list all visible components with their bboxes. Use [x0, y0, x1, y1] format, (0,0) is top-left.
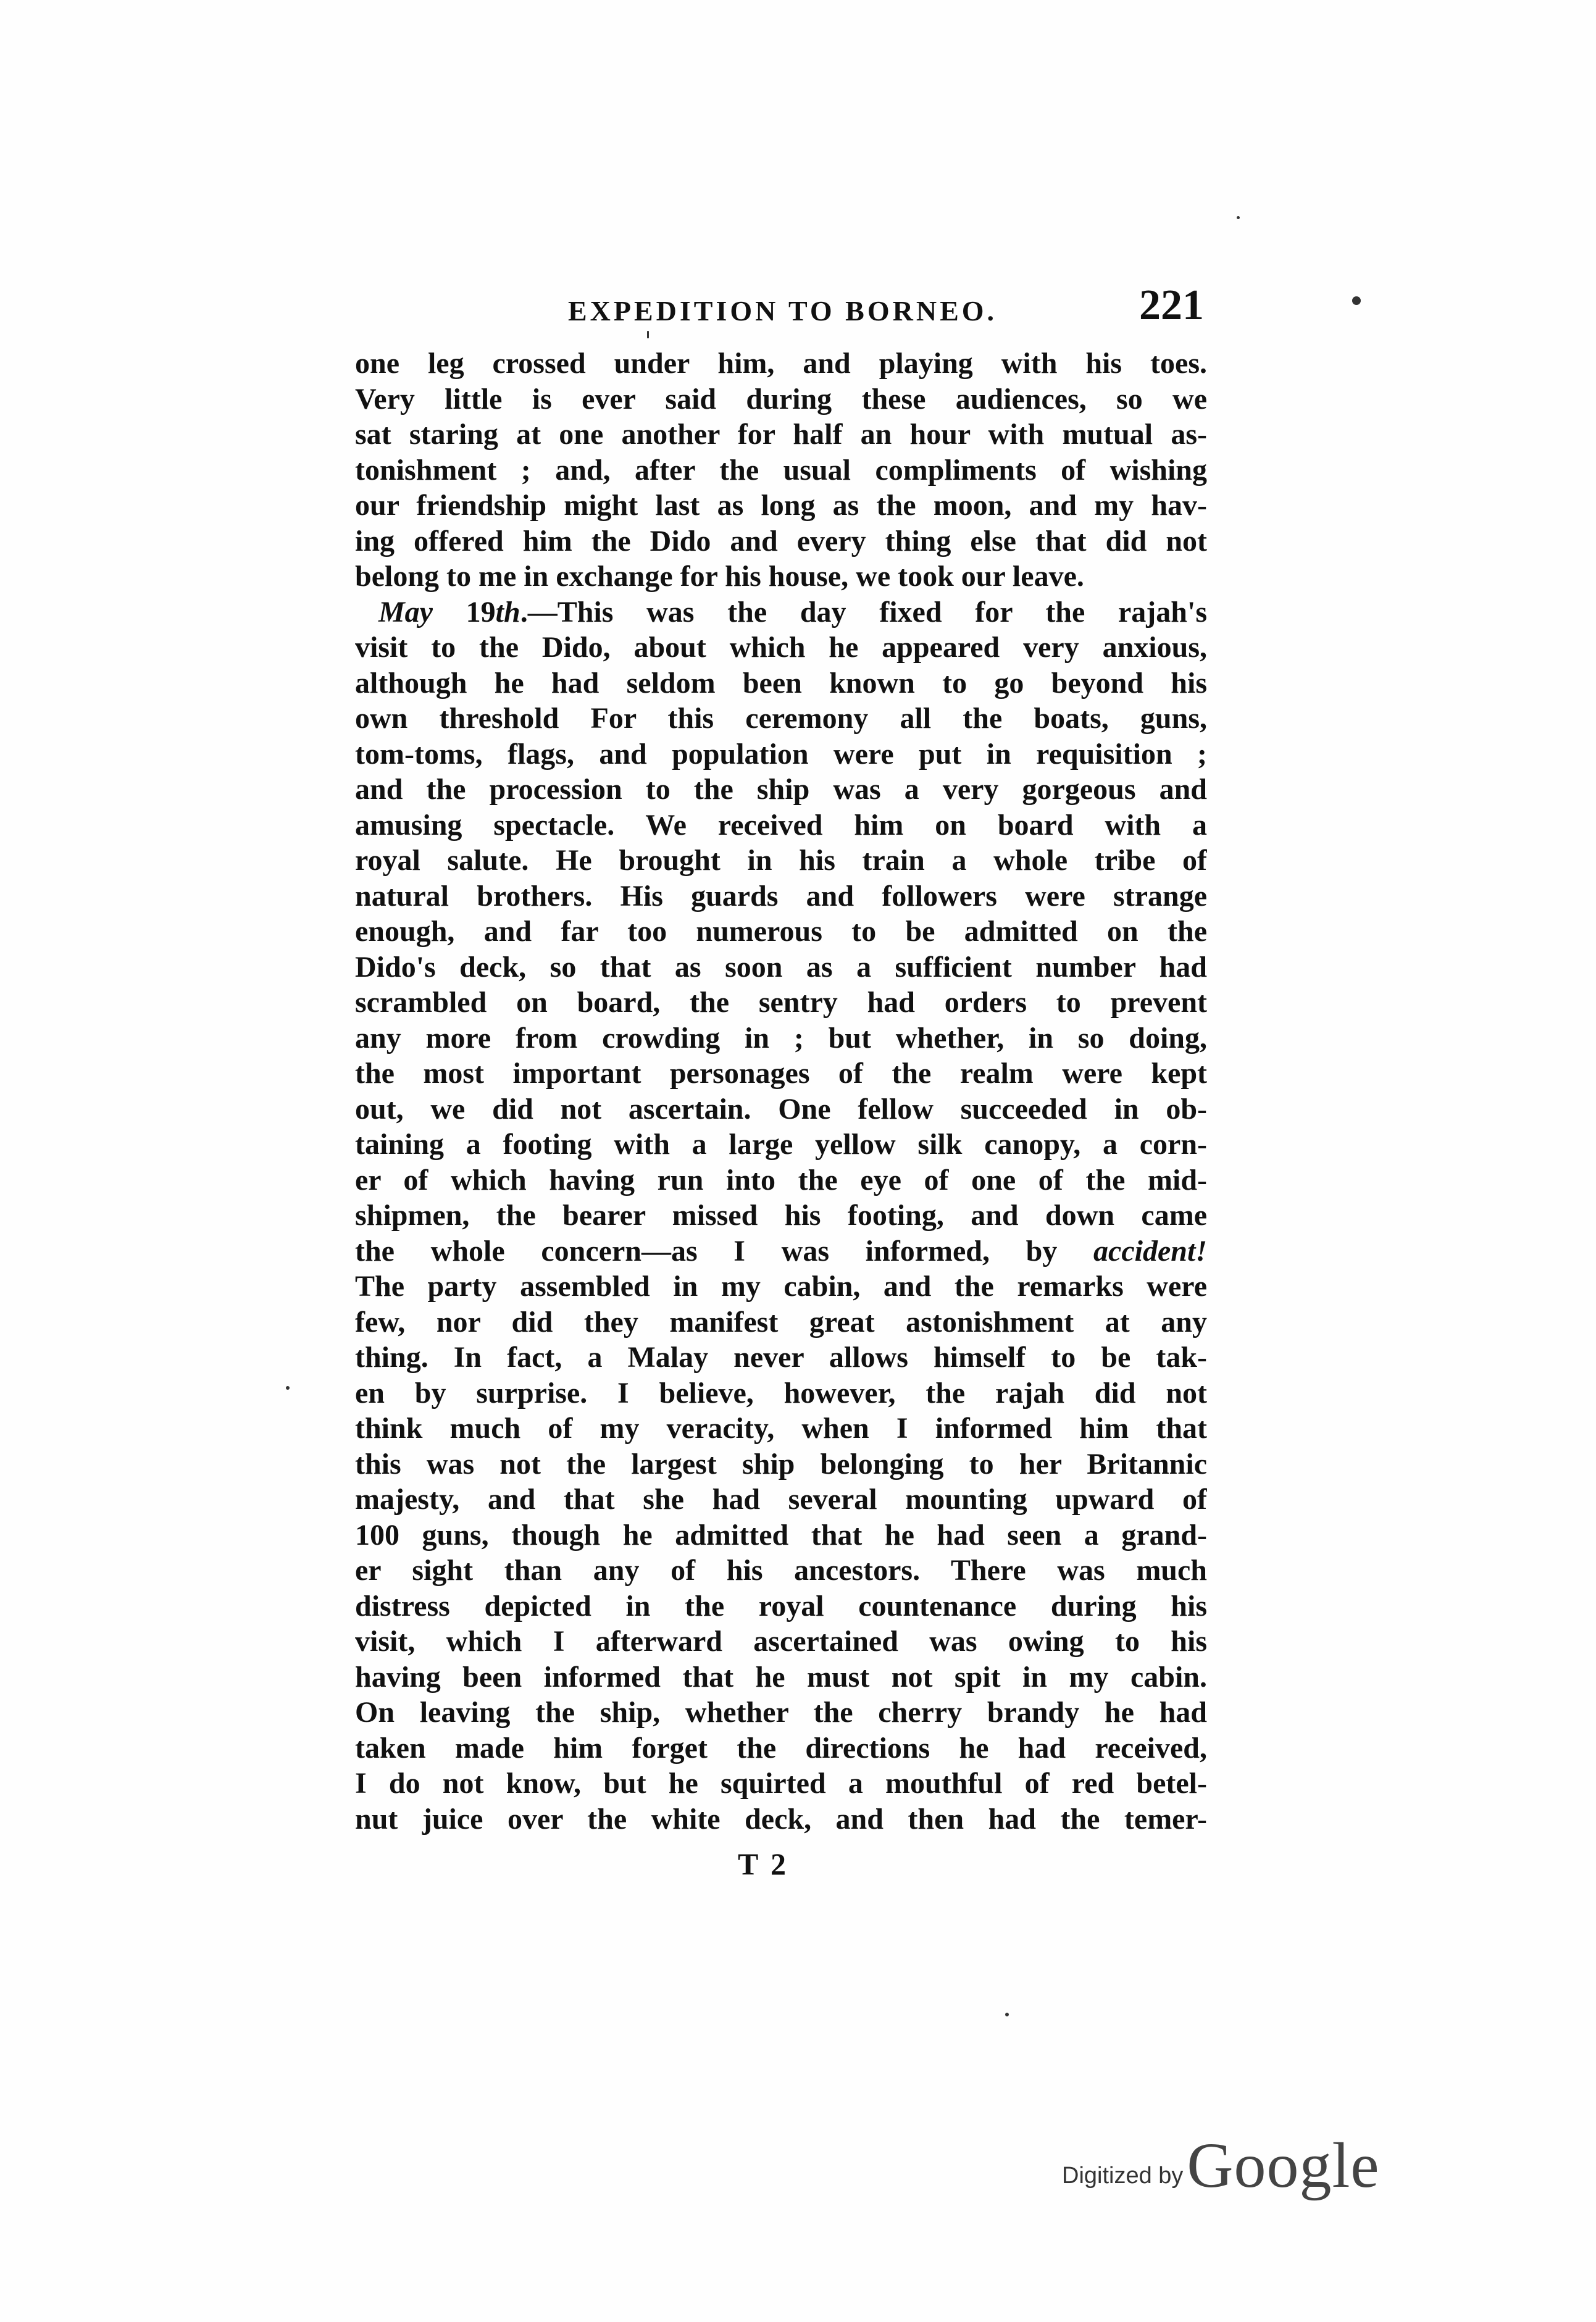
- signature-mark: T 2: [738, 1847, 788, 1881]
- date-month: May: [378, 595, 433, 629]
- text-line: although he had seldom been known to go beyond his: [355, 666, 1207, 700]
- text-line: enough, and far too numerous to be admitted on the: [355, 915, 1207, 948]
- accident-line-text: the whole concern—as I was informed, by: [355, 1234, 1094, 1267]
- text-line: shipmen, the bearer missed his footing, and down came: [355, 1199, 1207, 1232]
- text-line: belong to me in exchange for his house, we took our leave.: [355, 560, 1084, 593]
- text-line: tom-toms, flags, and population were put in requisition ;: [355, 737, 1207, 771]
- scan-speck: [286, 1386, 290, 1390]
- text-line: scrambled on board, the sentry had orders to prevent: [355, 986, 1207, 1019]
- text-line: this was not the largest ship belonging to her Britannic: [355, 1447, 1207, 1480]
- text-line: tonishment ; and, after the usual compliments of wishing: [355, 453, 1207, 487]
- text-line: amusing spectacle. We received him on board with a: [355, 808, 1207, 842]
- text-line: any more from crowding in ; but whether, in so doing,: [355, 1021, 1207, 1055]
- text-line: nut juice over the white deck, and then had the temer-: [355, 1802, 1207, 1835]
- text-line: sat staring at one another for half an hour with mutual as-: [355, 418, 1207, 451]
- date-day: 19: [432, 595, 496, 629]
- text-line: visit, which I afterward ascertained was owing to his: [355, 1625, 1207, 1658]
- text-line: taining a footing with a large yellow silk canopy, a corn-: [355, 1128, 1207, 1161]
- watermark-label: Digitized by: [1062, 2163, 1184, 2189]
- text-line: one leg crossed under him, and playing with his toes.: [355, 347, 1207, 380]
- text-line: visit to the Dido, about which he appeared very anxious,: [355, 631, 1207, 664]
- page-number: 221: [1139, 282, 1204, 329]
- text-line: think much of my veracity, when I informed him that: [355, 1412, 1207, 1445]
- digitization-watermark: [1062, 2124, 1408, 2201]
- text-line: having been informed that he must not spit in my cabin.: [355, 1660, 1207, 1693]
- text-line: the most important personages of the realm were kept: [355, 1057, 1207, 1090]
- text-line: thing. In fact, a Malay never allows himself to be tak-: [355, 1341, 1207, 1374]
- scan-speck: [1237, 216, 1240, 219]
- text-line: On leaving the ship, whether the cherry brandy he had: [355, 1696, 1207, 1729]
- text-line: er sight than any of his ancestors. There was much: [355, 1554, 1207, 1587]
- watermark-brand: Google: [1187, 2130, 1380, 2201]
- paragraph-lead-text: .—This was the day fixed for the rajah's: [520, 595, 1207, 629]
- text-line: I do not know, but he squirted a mouthful of red betel-: [355, 1767, 1207, 1800]
- text-line: er of which having run into the eye of one of the mid-: [355, 1163, 1207, 1196]
- text-line: ing offered him the Dido and every thing else that did not: [355, 524, 1207, 558]
- running-head: [358, 281, 1204, 330]
- text-line: The party assembled in my cabin, and the remarks were: [355, 1270, 1207, 1303]
- text-line: Very little is ever said during these audiences, so we: [355, 382, 1207, 416]
- text-line: royal salute. He brought in his train a whole tribe of: [355, 844, 1207, 877]
- running-head-title: EXPEDITION TO BORNEO.: [568, 295, 998, 327]
- text-line: taken made him forget the directions he had received,: [355, 1731, 1207, 1764]
- text-line: out, we did not ascertain. One fellow succeeded in ob-: [355, 1092, 1207, 1126]
- scan-speck: [1352, 296, 1361, 305]
- text-line: 100 guns, though he admitted that he had seen a grand-: [355, 1518, 1207, 1551]
- text-line: few, nor did they manifest great astonishment at any: [355, 1305, 1207, 1338]
- text-line: our friendship might last as long as the moon, and my hav-: [355, 489, 1207, 522]
- scan-speck: [1005, 2013, 1009, 2016]
- scan-speck: [647, 331, 649, 338]
- date-suffix: th: [495, 595, 520, 629]
- accident-emphasis: accident!: [1093, 1234, 1207, 1267]
- text-line-accident: [355, 1234, 1207, 1269]
- text-line: and the procession to the ship was a very gorgeous and: [355, 773, 1207, 806]
- paragraph-opening-line: [355, 595, 1207, 630]
- text-line: distress depicted in the royal countenance during his: [355, 1589, 1207, 1622]
- body-text: [355, 346, 1207, 1837]
- text-line: en by surprise. I believe, however, the rajah did not: [355, 1376, 1207, 1409]
- text-line: natural brothers. His guards and followers were strange: [355, 879, 1207, 913]
- text-line: majesty, and that she had several mounting upward of: [355, 1483, 1207, 1516]
- text-line: Dido's deck, so that as soon as a sufficient number had: [355, 950, 1207, 984]
- text-line: own threshold For this ceremony all the boats, guns,: [355, 702, 1207, 735]
